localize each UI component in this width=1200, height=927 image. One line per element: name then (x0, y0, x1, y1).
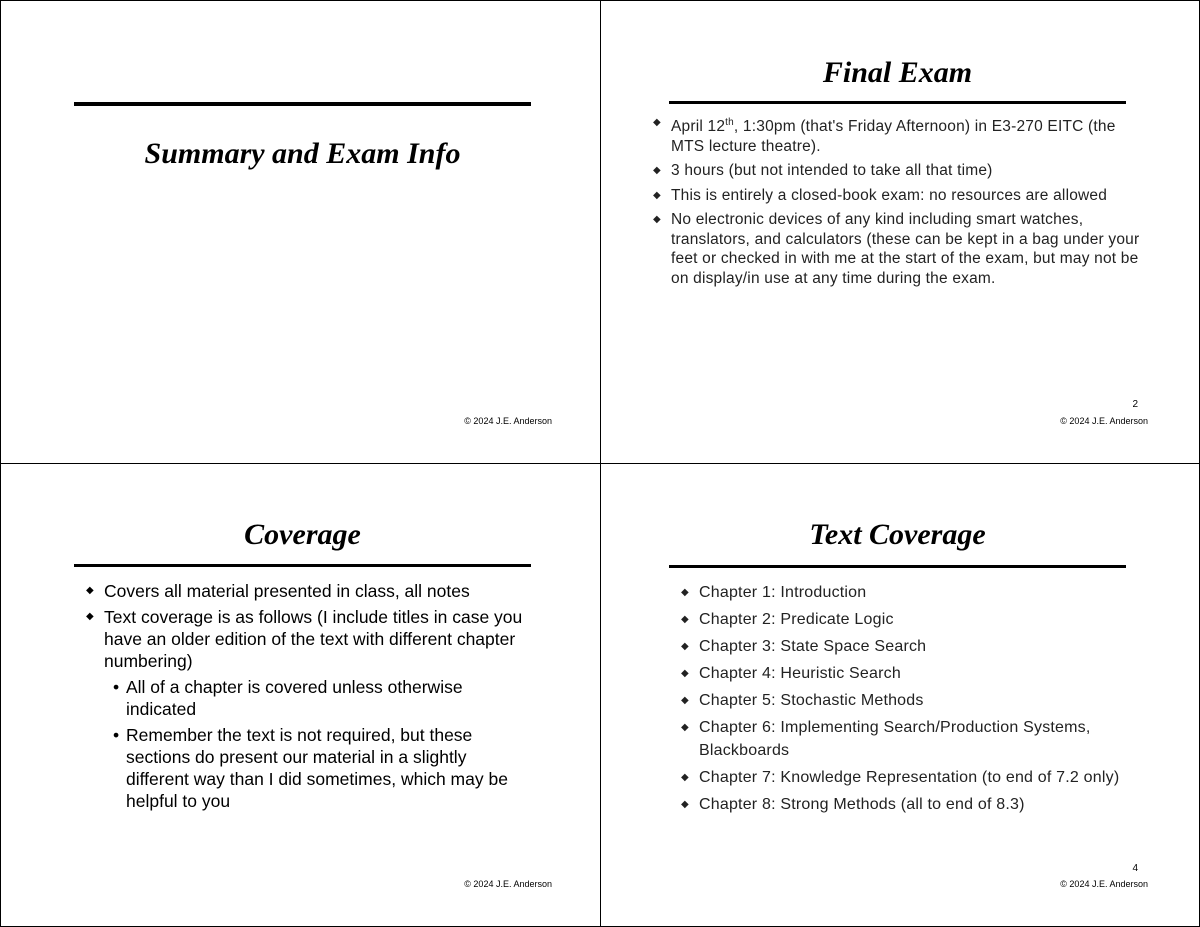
list-item (653, 161, 1145, 181)
bullet-list (86, 580, 526, 816)
bullet-text: Text coverage is as follows (I include titles in case you have an older edition of the text with different chapter numbering) (104, 607, 523, 671)
diamond-bullet-icon: ◆ (653, 117, 661, 128)
copyright: © 2024 J.E. Anderson (1060, 416, 1148, 426)
list-item (86, 724, 526, 812)
list-item (681, 716, 1131, 762)
diamond-bullet-icon: ◆ (681, 641, 689, 652)
list-item (681, 766, 1131, 789)
list-item (86, 606, 526, 812)
copyright: © 2024 J.E. Anderson (464, 879, 552, 889)
slide-2 (601, 0, 1200, 463)
bullet-text: April 12 (671, 118, 726, 136)
page-number: 4 (1132, 863, 1138, 874)
slide-title: Final Exam (822, 56, 973, 89)
page-number: 2 (1132, 399, 1138, 410)
dot-bullet-icon: • (113, 725, 120, 745)
diamond-bullet-icon: ◆ (653, 189, 661, 201)
diamond-bullet-icon: ◆ (681, 614, 689, 625)
chapter-text: Chapter 6: Implementing Search/Production Systems, Blackboards (699, 719, 1091, 759)
sub-list (86, 676, 526, 812)
bullet-text: This is entirely a closed-book exam: no resources are allowed (671, 186, 1108, 204)
bullet-text: Covers all material presented in class, all notes (104, 581, 470, 601)
copyright: © 2024 J.E. Anderson (1060, 879, 1148, 889)
diamond-bullet-icon: ◆ (681, 722, 689, 733)
slide-4 (601, 464, 1200, 927)
title-rule (669, 565, 1126, 568)
diamond-bullet-icon: ◆ (86, 611, 94, 622)
chapter-text: Chapter 7: Knowledge Representation (to end of 7.2 only) (699, 769, 1120, 786)
list-item (653, 210, 1145, 288)
chapter-text: Chapter 3: State Space Search (699, 638, 927, 655)
bullet-text: 3 hours (but not intended to take all that time) (671, 162, 993, 180)
bullet-text: No electronic devices of any kind including smart watches, translators, and calculators (these can be kept in a bag under your feet or checked in with me at the start of the exam, but may not be on display/in use at any time during the exam. (671, 211, 1140, 287)
diamond-bullet-icon: ◆ (681, 668, 689, 679)
diamond-bullet-icon: ◆ (681, 587, 689, 598)
diamond-bullet-icon: ◆ (653, 214, 661, 226)
list-item (86, 580, 526, 602)
chapter-text: Chapter 8: Strong Methods (all to end of 8.3) (699, 796, 1025, 813)
bullet-text: All of a chapter is covered unless otherwise indicated (126, 677, 463, 719)
list-item (681, 793, 1131, 816)
slide-title: Coverage (244, 518, 361, 551)
list-item (681, 689, 1131, 712)
list-item (653, 186, 1145, 206)
list-item (681, 581, 1131, 604)
chapter-text: Chapter 2: Predicate Logic (699, 611, 894, 628)
chapter-text: Chapter 4: Heuristic Search (699, 665, 901, 682)
chapter-text: Chapter 5: Stochastic Methods (699, 692, 924, 709)
diamond-bullet-icon: ◆ (653, 165, 661, 177)
copyright: © 2024 J.E. Anderson (464, 416, 552, 426)
diamond-bullet-icon: ◆ (681, 799, 689, 810)
diamond-bullet-icon: ◆ (681, 695, 689, 706)
list-item (681, 662, 1131, 685)
chapter-list (681, 581, 1131, 816)
diamond-bullet-icon: ◆ (681, 772, 689, 783)
list-item (681, 635, 1131, 658)
title-rule (74, 102, 531, 106)
bullet-text: Remember the text is not required, but these sections do present our material in a slightly different way than I did sometimes, which may be helpful to you (126, 725, 508, 811)
bullet-list (653, 113, 1145, 288)
bullet-text: , 1:30pm (that's Friday Afternoon) in E3-270 EITC (the MTS lecture theatre). (671, 118, 1116, 155)
slide-3 (0, 464, 600, 927)
superscript: th (725, 117, 734, 128)
list-item (681, 608, 1131, 631)
list-item (86, 676, 526, 720)
slide-1 (0, 0, 600, 463)
slide-title: Summary and Exam Info (144, 137, 461, 170)
chapter-text: Chapter 1: Introduction (699, 584, 867, 601)
dot-bullet-icon: • (113, 677, 120, 697)
title-rule (74, 564, 531, 567)
slide-title: Text Coverage (809, 518, 986, 551)
diamond-bullet-icon: ◆ (86, 585, 94, 596)
title-rule (669, 101, 1126, 104)
list-item (653, 113, 1145, 156)
